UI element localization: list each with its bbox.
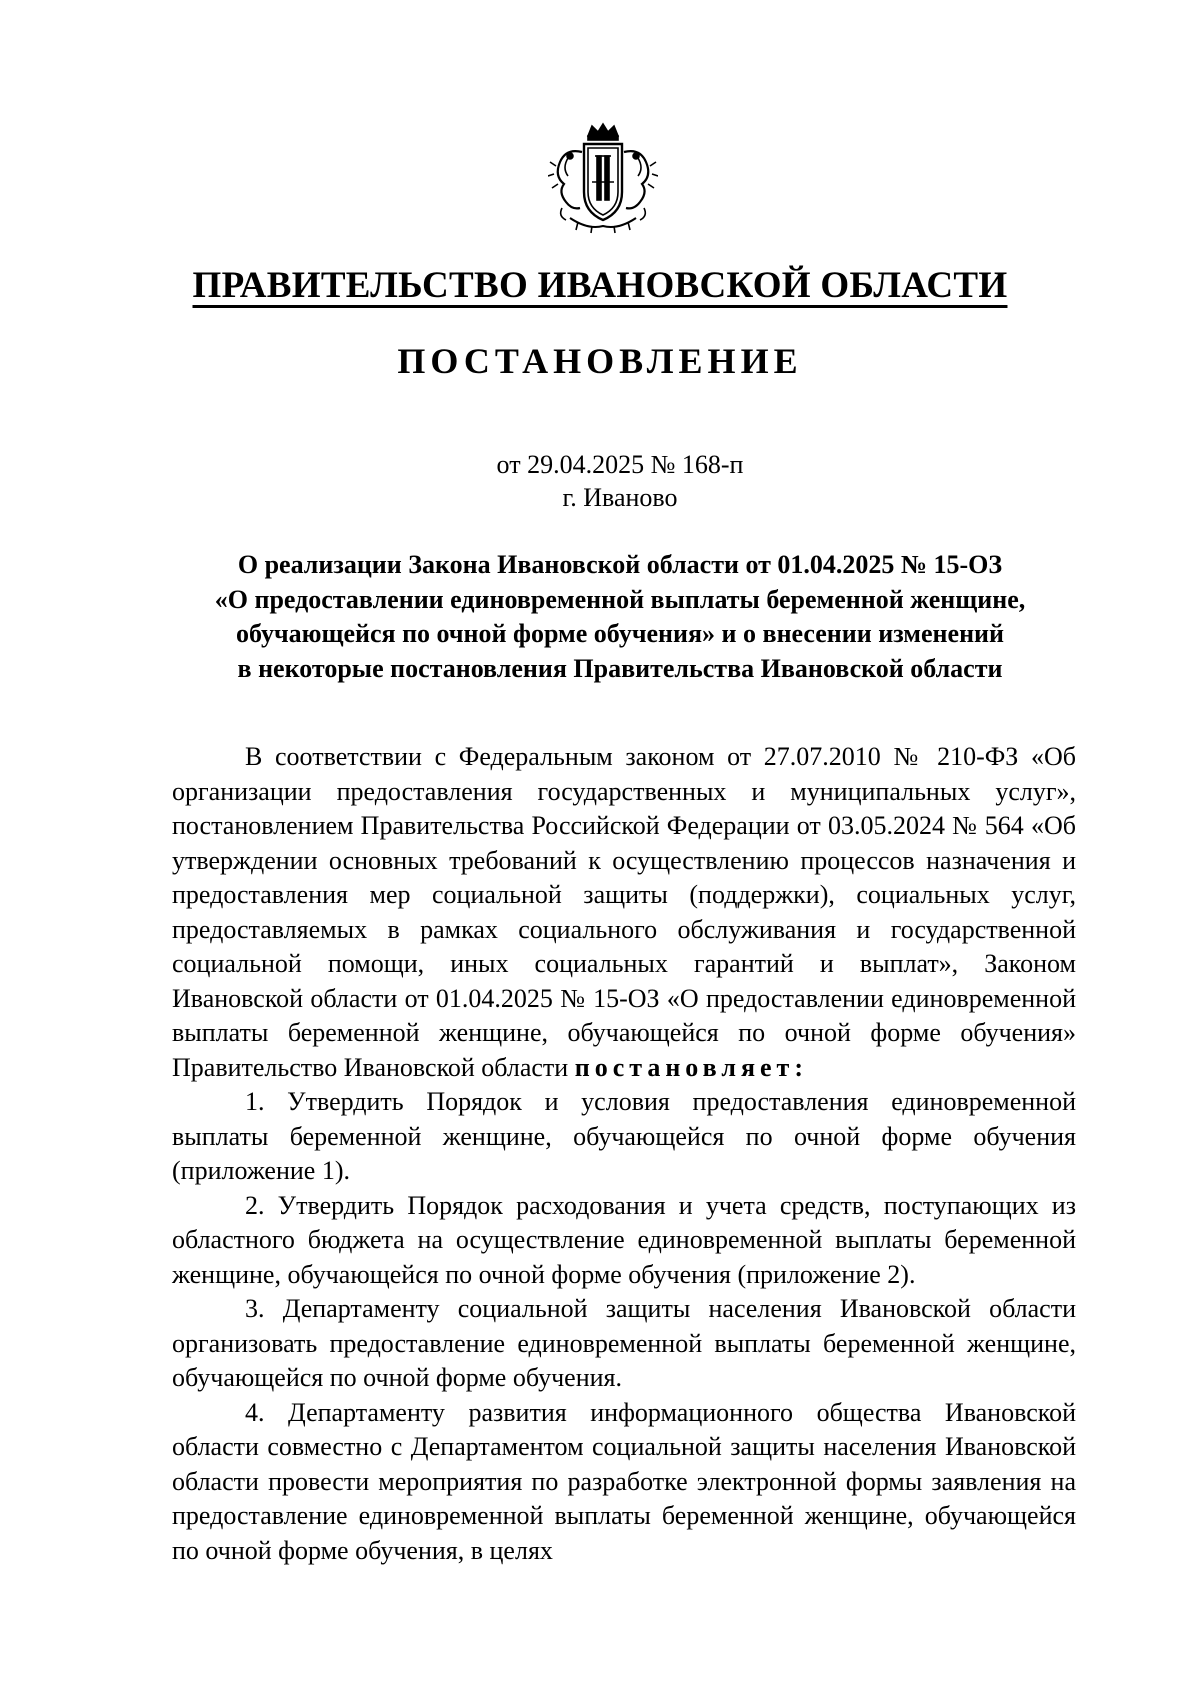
city: г. Иваново <box>562 483 678 512</box>
subject-line: «О предоставлении единовременной выплаты беременной женщине, <box>214 584 1026 614</box>
item-paragraph-3: 3. Департаменту социальной защиты населения Ивановской области организовать предоставление единовременной выплаты беременной женщине, обучающейся по очной форме обучения. <box>172 1294 1076 1392</box>
resolves-keyword: постановляет: <box>574 1052 808 1082</box>
subject-line: в некоторые постановления Правительства Ивановской области <box>237 653 1003 683</box>
organization-title <box>0 264 1200 307</box>
document-meta <box>0 448 1200 514</box>
organization-title-text: ПРАВИТЕЛЬСТВО ИВАНОВСКОЙ ОБЛАСТИ <box>192 265 1008 306</box>
subject-line: О реализации Закона Ивановской области от 01.04.2025 № 15-ОЗ <box>237 550 1003 579</box>
preamble-text: В соответствии с Федеральным законом от 27.07.2010 № 210-ФЗ «Об организации предоставления государственных и муниципальных услуг», постановлением Правительства Российской Федерации от 03.05.2024 № 564 «Об утверждении основных требований к осуществлению процессов назначения и предоставления мер социальной защиты (поддержки), социальных услуг, предоставляемых в рамках социального обслуживания и государственной социальной помощи, иных социальных гарантий и выплат», Законом Ивановской области от 01.04.2025 № 15-ОЗ «О предоставлении единовременной выплаты беременной женщине, обучающейся по очной форме обучения» Правительство Ивановской области <box>172 742 1076 1082</box>
date-number: от 29.04.2025 № 168-п <box>496 450 744 479</box>
item-paragraph-4: 4. Департаменту развития информационного общества Ивановской области совместно с Департаментом социальной защиты населения Ивановской области провести мероприятия по разработке электронной формы заявления на предоставление единовременной выплаты беременной женщине, обучающейся по очной форме обучения, в целях <box>172 1397 1076 1565</box>
preamble-paragraph <box>172 740 1076 1085</box>
coat-of-arms-icon <box>548 122 658 234</box>
document-body <box>172 740 1076 1568</box>
item-paragraph-1: 1. Утвердить Порядок и условия предоставления единовременной выплаты беременной женщине, обучающейся по очной форме обучения (приложение 1). <box>172 1087 1076 1185</box>
document-type: ПОСТАНОВЛЕНИЕ <box>397 341 803 381</box>
subject-line: обучающейся по очной форме обучения» и о внесении изменений <box>235 619 1005 648</box>
document-subject <box>160 548 1080 686</box>
item-paragraph-2: 2. Утвердить Порядок расходования и учета средств, поступающих из областного бюджета на осуществление единовременной выплаты беременной женщине, обучающейся по очной форме обучения (приложение 2). <box>172 1190 1076 1289</box>
